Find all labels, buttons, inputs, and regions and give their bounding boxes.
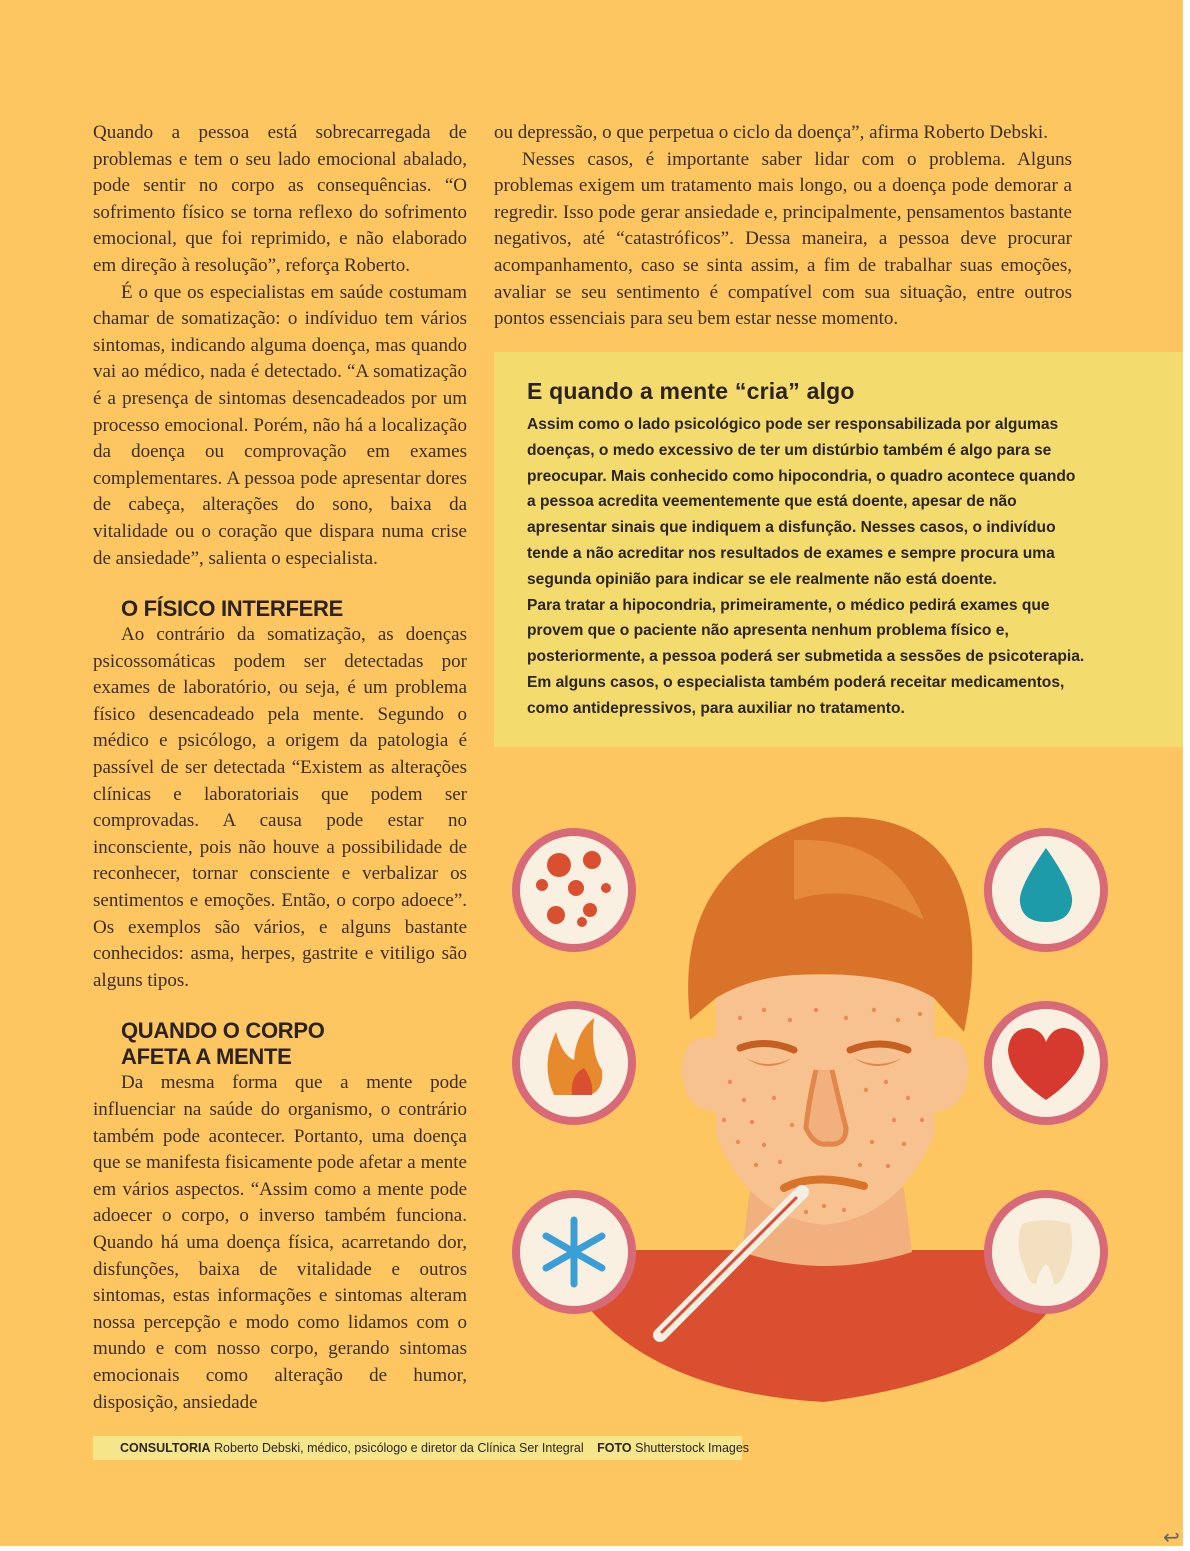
page-turn-icon[interactable]: ↩ — [1163, 1525, 1180, 1549]
left-column — [93, 120, 467, 1416]
paragraph: Quando a pessoa está sobrecarregada de problemas e tem o seu lado emocional abalado, pode sentir no corpo as consequências. “O sofrimento físico se torna reflexo do sofrimento emocional, que foi reprimido, e não elaborado em direção à resolução”, reforça Roberto. — [93, 122, 467, 276]
snowflake-icon — [516, 1194, 632, 1310]
consult-text: Roberto Debski, médico, psicólogo e diretor da Clínica Ser Integral — [214, 1441, 584, 1455]
tooth-icon — [988, 1194, 1104, 1310]
section-heading — [121, 1018, 467, 1070]
sick-person-illustration — [494, 770, 1183, 1410]
paragraph: ou depressão, o que perpetua o ciclo da doença”, afirma Roberto Debski. — [494, 122, 1048, 143]
box-body — [527, 412, 1087, 722]
consult-label: CONSULTORIA — [120, 1441, 211, 1455]
box-paragraph: Assim como o lado psicológico pode ser responsabilizada por algumas doenças, o medo excessivo de ter um distúrbio também é algo para se preocupar. Mais conhecido como hipocondria, o quadro acontece quando a pessoa acredita veementemente que está doente, apesar de não apresentar sinais que indiquem a disfunção. Nesses casos, o indivíduo tende a não acreditar nos resultados de exames e sempre procura uma segunda opinião para indicar se ele realmente não está doente. — [527, 416, 1076, 588]
sidebar-box — [494, 352, 1183, 747]
right-column — [494, 120, 1072, 333]
photo-label: FOTO — [597, 1441, 632, 1455]
box-paragraph: Para tratar a hipocondria, primeiramente, o médico pedirá exames que provem que o paciente não apresenta nenhum problema físico e, posteriormente, a pessoa poderá ser submetida a sessões de psicoterapia. Em alguns casos, o especialista também poderá receitar medicamentos, como antidepressivos, para auxiliar no tratamento. — [527, 596, 1085, 717]
paragraph: É o que os especialistas em saúde costumam chamar de somatização: o indíviduo tem vários sintomas, indicando alguma doença, mas quando vai ao médico, nada é detectado. “A somatização é a presença de sintomas desencadeados por um processo emocional. Porém, não há a localização da doença ou comprovação em exames complementares. A pessoa pode apresentar dores de cabeça, alterações do sono, baixa da vitalidade ou o coração que dispara numa crise de ansiedade”, salienta o especialista. — [93, 281, 467, 569]
paragraph: Ao contrário da somatização, as doenças psicossomáticas podem ser detectadas por exames de laboratório, ou seja, é um problema físico desencadeado pela mente. Segundo o médico e psicólogo, a origem da patologia é passível de ser detectada “Existem as alterações clínicas e laboratoriais que podem ser comprovadas. A causa pode estar no inconsciente, pois não houve a possibilidade de reconhecer, tornar consciente e verbalizar os sentimentos e emoções. Então, o corpo adoece”. Os exemplos são vários, e alguns bastante conhecidos: asma, herpes, gastrite e vitiligo são alguns tipos. — [93, 624, 467, 991]
paragraph: Nesses casos, é importante saber lidar com o problema. Alguns problemas exigem um tratamento mais longo, ou a doença pode demorar a regredir. Isso pode gerar ansiedade e, principalmente, pensamentos bastante negativos, até “catastróficos”. Dessa maneira, a pessoa deve procurar acompanhamento, caso se sinta assim, a fim de trabalhar suas emoções, avaliar se seu sentimento é compatível com sua situação, entre outros pontos essenciais para seu bem estar nesse momento. — [494, 148, 1072, 330]
box-title: E quando a mente “cria” algo — [527, 378, 855, 404]
heart-icon — [988, 1005, 1104, 1121]
section-heading-line: QUANDO O CORPO — [121, 1018, 325, 1044]
paragraph: Da mesma forma que a mente pode influenciar na saúde do organismo, o contrário também pode acontecer. Portanto, uma doença que se manifesta fisicamente pode afetar a mente em vários aspectos. “Assim como a mente pode adoecer o corpo, o inverso também funciona. Quando há uma doença física, acarretando dor, disfunções, baixa de vitalidade e outros sintomas, estas informações e sintomas alteram nossa percepção e modo como lidamos com o mundo e com nosso corpo, gerando sintomas emocionais como alteração de humor, disposição, ansiedade — [93, 1072, 467, 1413]
flame-icon — [516, 1005, 632, 1121]
ear — [934, 1037, 968, 1112]
water-drop-icon — [988, 832, 1104, 948]
ear — [682, 1037, 716, 1112]
photo-text: Shutterstock Images — [635, 1441, 750, 1455]
spots-icon — [516, 832, 632, 948]
section-heading: O FÍSICO INTERFERE — [121, 596, 343, 622]
section-heading-line: AFETA A MENTE — [121, 1044, 292, 1070]
credit-bar — [93, 1436, 750, 1460]
